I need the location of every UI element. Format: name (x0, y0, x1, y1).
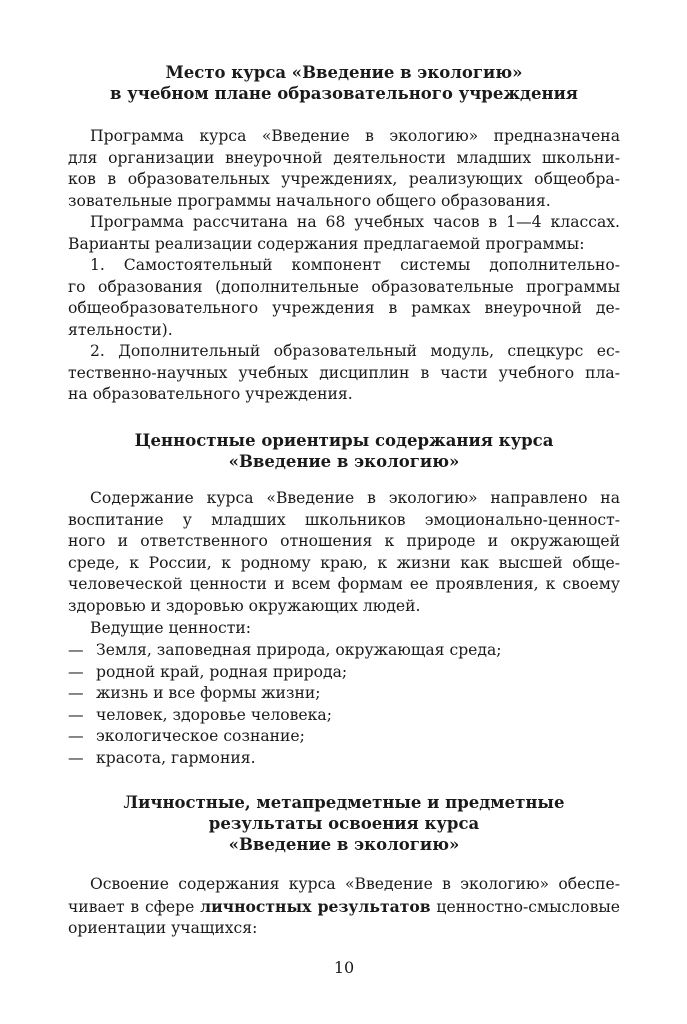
section-heading-value-orientations (68, 430, 620, 472)
paragraph-personal-results (68, 874, 620, 940)
heading-line: в учебном плане образовательного учреждения (110, 84, 578, 103)
text-line: здоровью и здоровью окружающих людей. (68, 596, 421, 615)
list-item (68, 662, 620, 684)
bold-term-personal-results: личностных результатов (200, 896, 431, 916)
dash-marker: — (68, 705, 84, 724)
text-run: ценностно-смысловые (430, 897, 620, 916)
text-line: ятельности). (68, 320, 173, 339)
paragraph-values-intro (68, 618, 620, 640)
list-item (68, 705, 620, 727)
list-item (68, 683, 620, 705)
text-line: для организации внеурочной деятельности младших школьни- (68, 148, 620, 167)
text-line: человеческой ценности и всем формам ее проявления, к своему (68, 575, 620, 594)
heading-line: Ценностные ориентиры содержания курса (134, 431, 554, 450)
list-item-text: Земля, заповедная природа, окружающая среда; (96, 641, 502, 659)
list-item-text: экологическое сознание; (96, 727, 305, 746)
document-page (68, 0, 620, 1024)
text-line: Освоение содержания курса «Введение в экологию» обеспе- (90, 875, 620, 893)
text-line (68, 896, 620, 919)
section-heading-course-place (68, 62, 620, 104)
text-line: го образования (дополнительные образовательные программы (68, 277, 620, 296)
text-line: Программа рассчитана на 68 учебных часов в 1—4 классах. (90, 213, 620, 231)
paragraph-program-hours (68, 212, 620, 255)
paragraph-course-content (68, 488, 620, 618)
list-item-text: родной край, родная природа; (96, 662, 348, 681)
section-heading-results (68, 792, 620, 855)
text-run: чивает в сфере (68, 897, 201, 916)
heading-line: Место курса «Введение в экологию» (165, 63, 523, 82)
list-item-text: человек, здоровье человека; (96, 705, 332, 724)
text-line: Программа курса «Введение в экологию» предназначена (90, 127, 620, 145)
heading-line: «Введение в экологию» (228, 452, 460, 471)
dash-marker: — (68, 662, 84, 681)
dash-marker: — (68, 748, 84, 767)
text-line: ков в образовательных учреждениях, реализующих общеобра- (68, 170, 620, 189)
paragraph-program-purpose (68, 126, 620, 212)
paragraph-variant-1 (68, 255, 620, 341)
text-line: ного и ответственного отношения к природе и окружающей (68, 532, 620, 551)
text-line: Варианты реализации содержания предлагаемой программы: (68, 234, 585, 253)
dash-marker: — (68, 641, 84, 659)
text-line: Ведущие ценности: (90, 619, 251, 637)
list-item-text: жизнь и все формы жизни; (96, 684, 321, 703)
text-line: на образовательного учреждения. (68, 385, 353, 404)
heading-line: Личностные, метапредметные и предметные (123, 793, 565, 812)
text-line: 1. Самостоятельный компонент системы дополнительно- (90, 256, 620, 274)
heading-line: результаты освоения курса (208, 814, 480, 833)
text-line: зовательные программы начального общего образования. (68, 191, 551, 210)
text-line: ориентации учащихся: (68, 919, 258, 938)
list-item (68, 640, 620, 662)
text-line: Содержание курса «Введение в экологию» направлено на (90, 489, 620, 507)
list-item-text: красота, гармония. (96, 748, 256, 767)
paragraph-variant-2 (68, 341, 620, 406)
text-line: общеобразовательного учреждения в рамках внеурочной де- (68, 299, 620, 318)
text-line: воспитание у младших школьников эмоционально-ценност- (68, 510, 620, 529)
values-list (68, 640, 620, 770)
dash-marker: — (68, 684, 84, 703)
list-item (68, 726, 620, 748)
dash-marker: — (68, 727, 84, 746)
text-line: 2. Дополнительный образовательный модуль, спецкурс ес- (90, 342, 620, 360)
list-item (68, 748, 620, 770)
text-line: среде, к России, к родному краю, к жизни как высшей обще- (68, 553, 620, 572)
page-number: 10 (333, 958, 355, 977)
text-line: тественно-научных учебных дисциплин в части учебного пла- (68, 363, 620, 382)
heading-line: «Введение в экологию» (228, 835, 460, 854)
